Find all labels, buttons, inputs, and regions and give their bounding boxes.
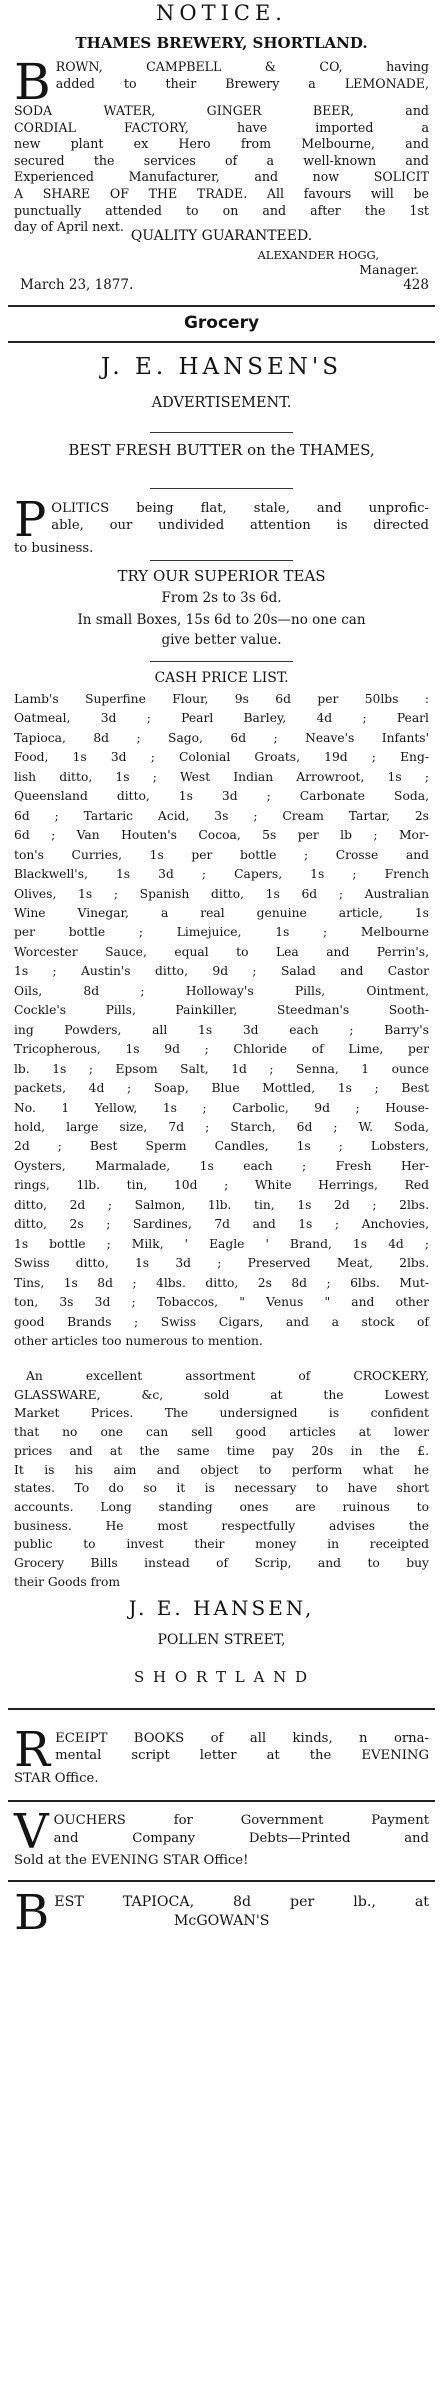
vouchers-drop-cap: V	[14, 1804, 49, 1860]
teas-price: From 2s to 3s 6d.	[161, 590, 282, 606]
notice-line: ROWN, CAMPBELL & CO, having	[55, 59, 429, 74]
receipt-line: ECEIPT BOOKS of all kinds, n orna-	[55, 1731, 429, 1746]
hansen-subtitle: ADVERTISEMENT.	[151, 395, 292, 411]
tapioca-drop-cap: B	[14, 1885, 50, 1941]
price-list-heading: CASH PRICE LIST.	[154, 670, 289, 686]
divider	[8, 305, 435, 307]
notice-line: A SHARE OF THE TRADE. All favours will be	[14, 185, 429, 201]
price-list-line: Tins, 1s 8d ; 4lbs. ditto, 2s 8d ; 6lbs. Mut-	[14, 1275, 429, 1290]
short-rule	[150, 488, 293, 489]
price-list	[14, 690, 429, 1351]
price-list-line: Swiss ditto, 1s 3d ; Preserved Meat, 2lbs.	[14, 1256, 429, 1271]
crockery-line: states. To do so it is necessary to have short	[14, 1481, 429, 1496]
price-list-line: Lamb's Superfine Flour, 9s 6d per 50lbs :	[14, 692, 429, 706]
crockery-line: their Goods from	[14, 1574, 121, 1589]
price-list-line: Cockle's Pills, Painkiller, Steedman's Sooth-	[14, 1003, 429, 1018]
hansen-town: S H O R T L A N D	[133, 1668, 310, 1686]
price-list-line: rings, 1lb. tin, 10d ; White Herrings, Red	[14, 1178, 429, 1193]
notice-line: day of April next.	[14, 219, 124, 235]
notice-line: punctually attended to on and after the 1st	[14, 202, 429, 218]
teas-line: In small Boxes, 15s 6d to 20s—no one can	[77, 612, 366, 628]
notice-date: March 23, 1877.	[20, 277, 134, 293]
price-list-line: other articles too numerous to mention.	[14, 1333, 263, 1348]
notice-heading: NOTICE.	[156, 1, 287, 25]
price-list-line: Oysters, Marmalade, 1s each ; Fresh Her-	[14, 1158, 429, 1173]
politics-drop-cap: P	[14, 492, 47, 548]
price-list-line: lish ditto, 1s ; West Indian Arrowroot, 1s ;	[14, 769, 429, 784]
price-list-line: 6d ; Tartaric Acid, 3s ; Cream Tartar, 2s	[14, 808, 429, 823]
receipt-line: STAR Office.	[14, 1771, 99, 1786]
price-list-line: Queensland ditto, 1s 3d ; Carbonate Soda,	[14, 789, 429, 804]
notice-line: new plant ex Hero from Melbourne, and	[14, 136, 429, 152]
notice-subheading: THAMES BREWERY, SHORTLAND.	[75, 34, 368, 52]
politics-line: OLITICS being flat, stale, and unprofic-	[51, 501, 429, 516]
notice-tagline: QUALITY GUARANTEED.	[130, 228, 313, 244]
notice-line: Experienced Manufacturer, and now SOLICIT	[14, 169, 429, 185]
politics-line: to business.	[14, 541, 94, 556]
price-list-line: Tapioca, 8d ; Sago, 6d ; Neave's Infants'	[14, 730, 429, 745]
notice-line: secured the services of a well-known and	[14, 152, 429, 168]
price-list-line: packets, 4d ; Soap, Blue Mottled, 1s ; Best	[14, 1081, 429, 1096]
hansen-signature: J. E. HANSEN,	[128, 1596, 315, 1620]
notice-footer	[14, 276, 429, 294]
price-list-line: No. 1 Yellow, 1s ; Carbolic, 9d ; House-	[14, 1100, 429, 1115]
divider	[8, 1880, 435, 1882]
short-rule	[150, 661, 293, 662]
price-list-line: good Brands ; Swiss Cigars, and a stock of	[14, 1314, 429, 1329]
price-list-line: Worcester Sauce, equal to Lea and Perrin's,	[14, 944, 429, 959]
crockery-line: Market Prices. The undersigned is confident	[14, 1406, 429, 1421]
tapioca-ad	[14, 1885, 429, 1941]
price-list-line: 1s bottle ; Milk, ' Eagle ' Brand, 1s 4d ;	[14, 1236, 429, 1251]
notice-signer-title: Manager.	[359, 262, 419, 277]
notice-line: added to their Brewery a LEMONADE,	[55, 75, 429, 91]
price-list-line: Blackwell's, 1s 3d ; Capers, 1s ; French	[14, 867, 429, 882]
hansen-title: J. E. HANSEN'S	[100, 354, 342, 380]
teas-heading: TRY OUR SUPERIOR TEAS	[117, 567, 326, 585]
price-list-line: Oatmeal, 3d ; Pearl Barley, 4d ; Pearl	[14, 711, 429, 726]
price-list-line: Tricopherous, 1s 9d ; Chloride of Lime, per	[14, 1042, 429, 1057]
price-list-line: 2d ; Best Sperm Candles, 1s ; Lobsters,	[14, 1139, 429, 1154]
divider	[8, 341, 435, 343]
price-list-line: per bottle ; Limejuice, 1s ; Melbourne	[14, 925, 429, 940]
receipt-drop-cap: R	[14, 1722, 51, 1778]
crockery-line: that no one can sell good articles at lower	[14, 1425, 429, 1440]
price-list-line: Wine Vinegar, a real genuine article, 1s	[14, 905, 429, 920]
price-list-line: Food, 1s 3d ; Colonial Groats, 19d ; Eng-	[14, 750, 429, 765]
crockery-line: public to invest their money in receipted	[14, 1537, 429, 1552]
vouchers-ad	[14, 1804, 429, 1870]
notice-number: 428	[403, 277, 429, 293]
price-list-line: Oils, 8d ; Holloway's Pills, Ointment,	[14, 983, 429, 998]
politics-line: able, our undivided attention is directed	[51, 518, 429, 533]
receipt-ad	[14, 1722, 429, 1787]
crockery-line: An excellent assortment of CROCKERY,	[26, 1369, 429, 1383]
divider	[8, 1800, 435, 1802]
price-list-line: ditto, 2d ; Salmon, 1lb. tin, 1s 2d ; 2lbs.	[14, 1197, 429, 1212]
vouchers-line: OUCHERS for Government Payment	[53, 1813, 429, 1828]
short-rule	[150, 560, 293, 561]
short-rule	[150, 432, 293, 433]
vouchers-line: and Company Debts—Printed and	[53, 1831, 429, 1846]
price-list-line: ton's Curries, 1s per bottle ; Crosse and	[14, 847, 429, 862]
price-list-line: ditto, 2s ; Sardines, 7d and 1s ; Anchovies,	[14, 1217, 429, 1232]
divider	[8, 1708, 435, 1710]
notice-line: SODA WATER, GINGER BEER, and	[14, 103, 429, 118]
crockery-line: business. He most respectfully advises the	[14, 1518, 429, 1533]
crockery-paragraph	[14, 1367, 429, 1591]
price-list-line: lb. 1s ; Epsom Salt, 1d ; Senna, 1 ounce	[14, 1061, 429, 1076]
tapioca-line: McGOWAN'S	[173, 1913, 270, 1929]
crockery-line: prices and at the same time pay 20s in the £.	[14, 1443, 429, 1458]
notice-body	[14, 53, 429, 236]
notice-signer: ALEXANDER HOGG,	[257, 248, 379, 262]
vouchers-line: Sold at the EVENING STAR Office!	[14, 1853, 249, 1868]
tapioca-line: EST TAPIOCA, 8d per lb., at	[54, 1894, 429, 1910]
price-list-line: hold, large size, 7d ; Starch, 6d ; W. Soda,	[14, 1119, 429, 1134]
crockery-line: Grocery Bills instead of Scrip, and to buy	[14, 1556, 429, 1571]
price-list-line: Olives, 1s ; Spanish ditto, 1s 6d ; Australian	[14, 886, 429, 901]
crockery-line: accounts. Long standing ones are ruinous to	[14, 1499, 429, 1514]
teas-line: give better value.	[161, 632, 282, 648]
notice-drop-cap: B	[14, 53, 51, 111]
hansen-street: POLLEN STREET,	[157, 1632, 286, 1648]
price-list-line: 6d ; Van Houten's Cocoa, 5s per lb ; Mor-	[14, 828, 429, 843]
notice-line: CORDIAL FACTORY, have imported a	[14, 119, 429, 135]
price-list-line: 1s ; Austin's ditto, 9d ; Salad and Castor	[14, 964, 429, 979]
section-header: Grocery	[183, 313, 260, 333]
politics-block	[14, 492, 429, 557]
crockery-line: GLASSWARE, &c, sold at the Lowest	[14, 1387, 429, 1402]
crockery-line: It is his aim and object to perform what he	[14, 1462, 429, 1477]
price-list-line: ing Powders, all 1s 3d each ; Barry's	[14, 1022, 429, 1037]
receipt-line: mental script letter at the EVENING	[55, 1748, 429, 1763]
price-list-line: ton, 3s 3d ; Tobaccos, " Venus " and other	[14, 1295, 429, 1310]
hansen-butter: BEST FRESH BUTTER on the THAMES,	[68, 441, 375, 459]
